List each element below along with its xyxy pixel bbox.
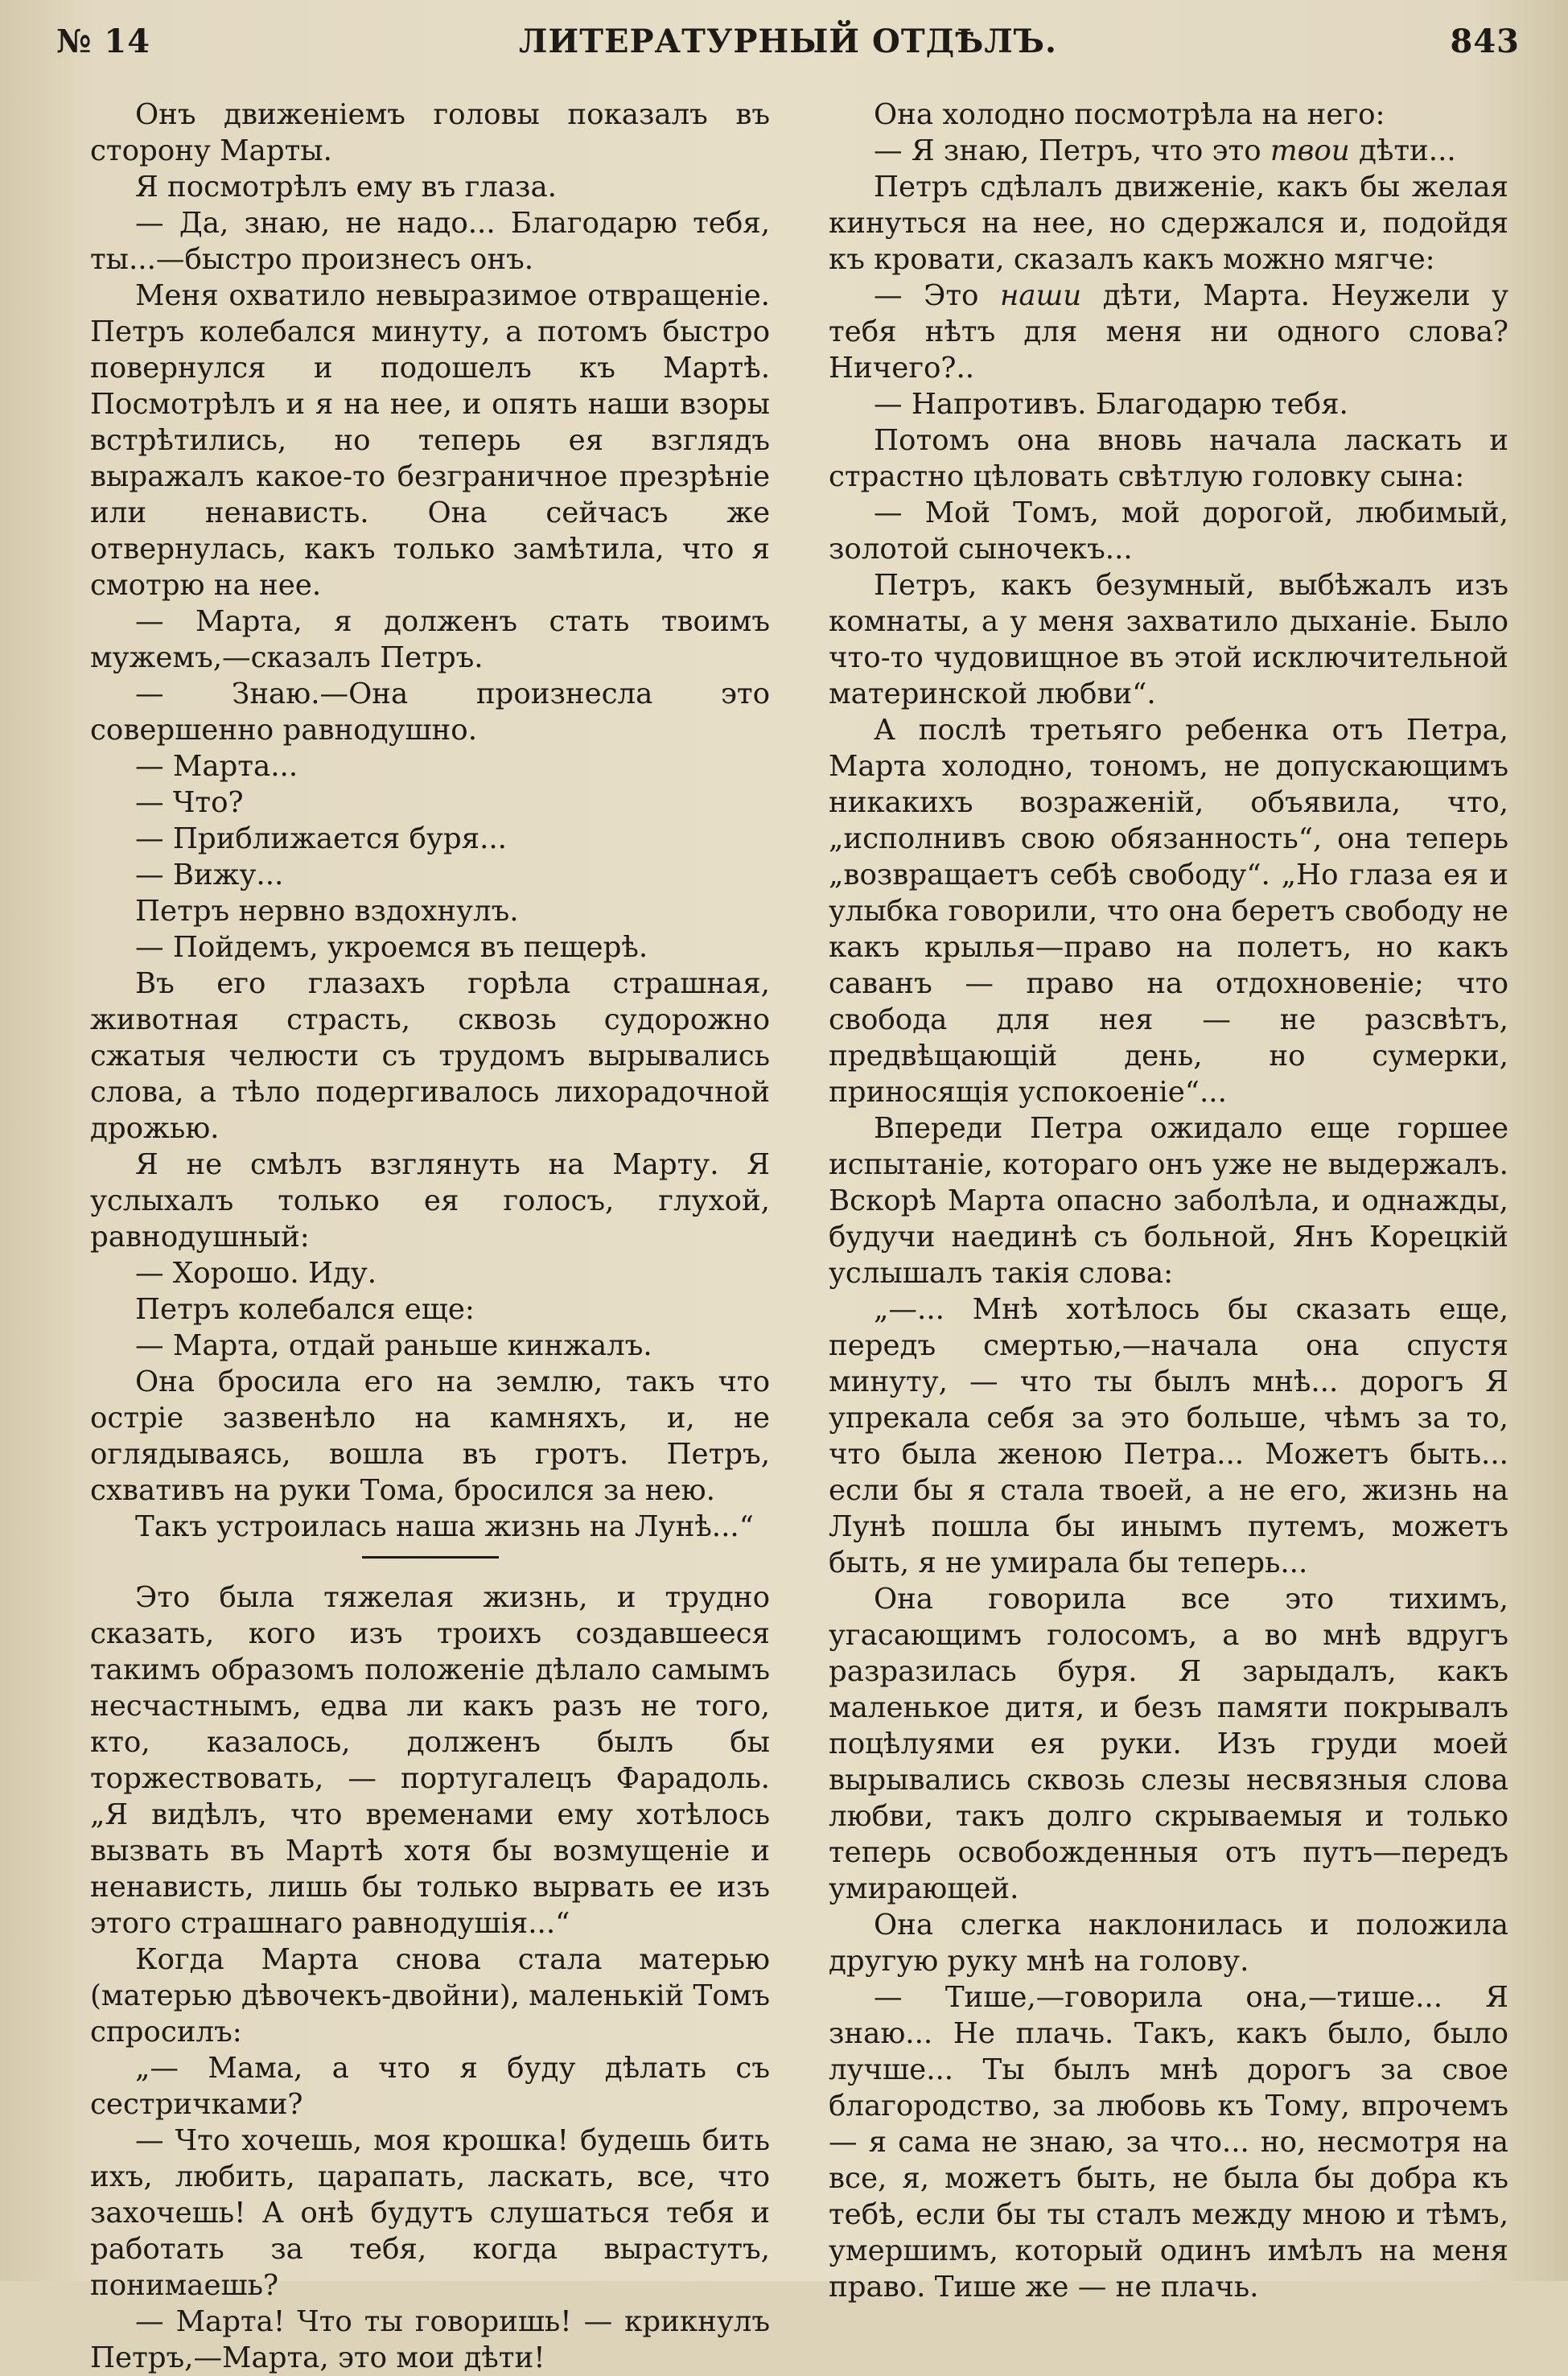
paragraph: — Мой Томъ, мой дорогой, любимый, золотой сыночекъ... [829, 496, 1508, 566]
paragraph: Петръ сдѣлалъ движеніе, какъ бы желая кинуться на нее, но сдержался и, подойдя къ кровати, сказалъ какъ можно мягче: [829, 171, 1508, 276]
paragraph: — Хорошо. Иду. [135, 1257, 377, 1290]
paragraph: — Марта... [135, 750, 298, 783]
paragraph: Впереди Петра ожидало еще горшее испытаніе, котораго онъ уже не выдержалъ. Вскорѣ Марта опасно заболѣла, и однажды, будучи наединѣ съ больной, Янъ Корецкій услышалъ такія слова: [829, 1112, 1508, 1290]
paragraph: Петръ нервно вздохнулъ. [135, 895, 519, 928]
section-divider [362, 1556, 499, 1559]
paragraph: Меня охватило невыразимое отвращеніе. Петръ колебался минуту, а потомъ быстро повернулся и подошелъ къ Мартѣ. Посмотрѣлъ и я на нее, и опять наши взоры встрѣтились, но теперь ея взглядъ выражалъ какое-то безграничное презрѣніе или ненависть. Она сейчасъ же отвернулась, какъ только замѣтила, что я смотрю на нее. [90, 279, 770, 602]
paragraph: Онъ движеніемъ головы показалъ въ сторону Марты. [90, 98, 770, 167]
paragraph: „—... Мнѣ хотѣлось бы сказать еще, передъ смертью,—начала она спустя минуту, — что ты былъ мнѣ... дорогъ Я упрекала себя за это больше, чѣмъ за то, что была женою Петра... Можетъ быть... если бы я стала твоей, а не его, жизнь на Лунѣ пошла бы инымъ путемъ, можетъ быть, я не умирала бы теперь... [829, 1293, 1508, 1579]
paragraph: Петръ, какъ безумный, выбѣжалъ изъ комнаты, а у меня захватило дыханіе. Было что-то чудовищное въ этой исключительной материнской любви“. [829, 569, 1508, 710]
paragraph: — Да, знаю, не надо... Благодарю тебя, ты...—быстро произнесъ онъ. [90, 207, 770, 276]
text-run: дѣти, Марта. Неужели у тебя нѣтъ для меня ни одного слова? Ничего?.. [829, 279, 1508, 385]
paragraph: Она бросила его на землю, такъ что остріе зазвенѣло на камняхъ, и, не оглядываясь, вошла въ гротъ. Петръ, схвативъ на руки Тома, бросился за нею. [90, 1365, 770, 1507]
paragraph: Я посмотрѣлъ ему въ глаза. [135, 171, 557, 204]
paragraph: — Марта, отдай раньше кинжалъ. [135, 1329, 652, 1362]
paragraph: — Тише,—говорила она,—тише... Я знаю... Не плачь. Такъ, какъ было, было лучше... Ты былъ мнѣ дорогъ за свое благородство, за любовь къ Тому, впрочемъ — я сама не знаю, за что... но, несмотря на все, я, можетъ быть, не была бы добра къ тебѣ, если бы ты сталъ между мною и тѣмъ, умершимъ, который одинъ имѣлъ на меня право. Тише же — не плачь. [829, 1981, 1508, 2304]
paragraph [829, 278, 1508, 386]
running-header [56, 23, 1520, 87]
paragraph: Въ его глазахъ горѣла страшная, животная страсть, сквозь судорожно сжатыя челюсти съ трудомъ вырывались слова, а тѣло подергивалось лихорадочной дрожью. [90, 967, 770, 1145]
paragraph: — Марта, я долженъ стать твоимъ мужемъ,—сказалъ Петръ. [90, 605, 770, 674]
paragraph: Когда Марта снова стала матерью (матерью дѣвочекъ-двойни), маленькій Томъ спросилъ: [90, 1943, 770, 2049]
paragraph: А послѣ третьяго ребенка отъ Петра, Марта холодно, тономъ, не допускающимъ никакихъ возраженій, объявила, что, „исполнивъ свою обязанность“, она теперь „возвращаетъ себѣ свободу“. „Но глаза ея и улыбка говорили, что она беретъ свободу не какъ крылья—право на полетъ, но какъ саванъ — право на отдохновеніе; что свобода для нея — не разсвѣтъ, предвѣщающій день, но сумерки, приносящія успокоеніе“... [829, 714, 1508, 1109]
paragraph: Я не смѣлъ взглянуть на Марту. Я услыхалъ только ея голосъ, глухой, равнодушный: [90, 1148, 770, 1254]
emphasis-word: твои [1270, 134, 1350, 167]
paragraph: Такъ устроилась наша жизнь на Лунѣ...“ [135, 1510, 754, 1543]
right-column [829, 97, 1508, 2305]
paragraph: — Приближается буря... [135, 822, 507, 855]
text-run: — Я знаю, Петръ, что это [874, 134, 1270, 167]
text-run: — Это [874, 279, 1000, 312]
paragraph: Она говорила все это тихимъ, угасающимъ голосомъ, а во мнѣ вдругъ разразилась буря. Я зарыдалъ, какъ маленькое дитя, и безъ памяти покрывалъ поцѣлуями ея руки. Изъ груди моей вырывались сквозь слезы несвязныя слова любви, такъ долго скрываемыя и только теперь освобожденныя отъ путъ—передъ умирающей. [829, 1583, 1508, 1905]
left-column [90, 97, 770, 2376]
paragraph: „— Мама, а что я буду дѣлать съ сестричками? [90, 2052, 770, 2121]
emphasis-word: наши [999, 279, 1082, 312]
paragraph: — Знаю.—Она произнесла это совершенно равнодушно. [90, 677, 770, 747]
paragraph: — Пойдемъ, укроемся въ пещерѣ. [135, 931, 648, 964]
paragraph: — Напротивъ. Благодарю тебя. [874, 388, 1348, 421]
paragraph: Это была тяжелая жизнь, и трудно сказать, кого изъ троихъ создавшееся такимъ образомъ положеніе дѣлало самымъ несчастнымъ, едва ли какъ разъ не того, кто, казалось, долженъ былъ бы торжествовать, — португалецъ Фарадоль. „Я видѣлъ, что временами ему хотѣлось вызвать въ Мартѣ хотя бы возмущеніе и ненависть, лишь бы только вырвать ее изъ этого страшнаго равнодушія...“ [90, 1581, 770, 1940]
paragraph: Потомъ она вновь начала ласкать и страстно цѣловать свѣтлую головку сына: [829, 424, 1508, 493]
page-number: 843 [1450, 23, 1520, 60]
section-title: ЛИТЕРАТУРНЫЙ ОТДѢЛЪ. [519, 23, 1057, 60]
paragraph: — Вижу... [135, 859, 284, 892]
paragraph: — Что? [135, 786, 244, 819]
paragraph [829, 133, 1508, 169]
paragraph: Петръ колебался еще: [135, 1293, 475, 1326]
paragraph: Она слегка наклонилась и положила другую руку мнѣ на голову. [829, 1909, 1508, 1978]
paragraph: — Марта! Что ты говоришь! — крикнулъ Петръ,—Марта, это мои дѣти! [90, 2305, 770, 2374]
text-run: дѣти... [1349, 134, 1456, 167]
paragraph: Она холодно посмотрѣла на него: [874, 98, 1385, 131]
paragraph: — Что хочешь, моя крошка! будешь бить ихъ, любить, царапать, ласкать, все, что захочешь! А онѣ будутъ слушаться тебя и работать за тебя, когда вырастутъ, понимаешь? [90, 2124, 770, 2302]
issue-number: № 14 [56, 23, 151, 60]
